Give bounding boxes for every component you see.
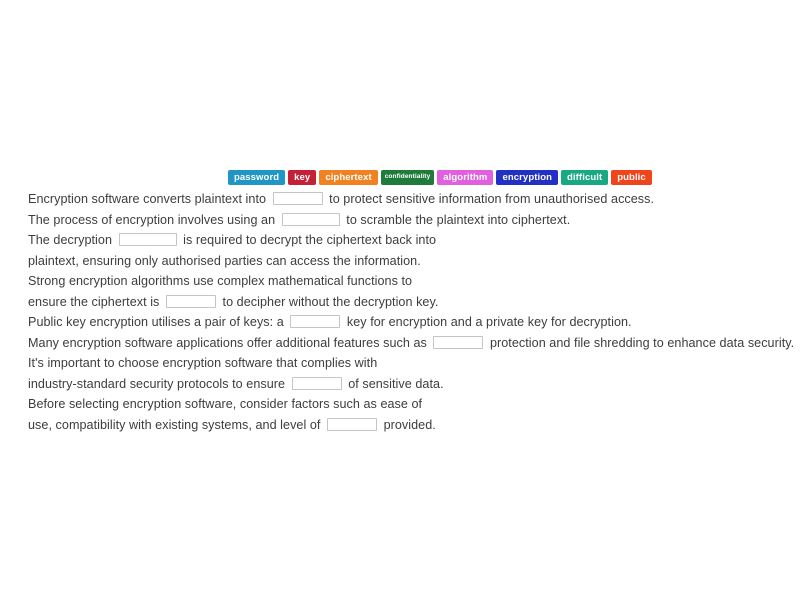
cloze-line-7: [28, 312, 776, 333]
answer-blank-line-7-1[interactable]: [290, 315, 340, 328]
cloze-passage: [28, 189, 795, 435]
cloze-text: The process of encryption involves using an: [28, 212, 279, 227]
cloze-text: provided.: [380, 417, 436, 432]
word-chip-difficult[interactable]: difficult: [561, 170, 608, 185]
word-chip-password[interactable]: password: [228, 170, 285, 185]
word-chip-ciphertext[interactable]: ciphertext: [319, 170, 377, 185]
cloze-line-8: [28, 333, 795, 354]
cloze-text: Many encryption software applications offer additional features such as: [28, 335, 431, 350]
word-chip-key[interactable]: key: [288, 170, 316, 185]
cloze-text: The decryption: [28, 233, 116, 247]
cloze-text: to scramble the plaintext into ciphertext.: [342, 212, 571, 227]
cloze-text: It's important to choose encryption software that complies with: [28, 356, 378, 370]
cloze-line-10: [28, 374, 776, 395]
cloze-line-11: [28, 394, 776, 415]
cloze-line-2: [28, 210, 776, 231]
cloze-text: protection and file shredding to enhance data security.: [486, 335, 795, 350]
cloze-text: Public key encryption utilises a pair of keys: a: [28, 315, 288, 329]
cloze-text: industry-standard security protocols to ensure: [28, 376, 289, 391]
cloze-line-5: [28, 271, 776, 292]
cloze-line-12: [28, 415, 776, 436]
cloze-line-9: [28, 353, 776, 374]
cloze-text: of sensitive data.: [344, 376, 444, 391]
answer-blank-line-6-1[interactable]: [166, 295, 216, 308]
answer-blank-line-12-1[interactable]: [327, 418, 377, 431]
cloze-line-6: [28, 292, 776, 313]
word-bank: [228, 170, 652, 185]
answer-blank-line-10-1[interactable]: [292, 377, 342, 390]
cloze-text: Encryption software converts plaintext into: [28, 192, 270, 206]
answer-blank-line-3-1[interactable]: [119, 233, 177, 246]
cloze-text: is required to decrypt the ciphertext back into: [179, 233, 437, 247]
cloze-line-1: [28, 189, 776, 210]
word-chip-encryption[interactable]: encryption: [496, 170, 558, 185]
cloze-text: key for encryption and a private key for decryption.: [343, 315, 632, 329]
answer-blank-line-8-1[interactable]: [433, 336, 483, 349]
cloze-text: Strong encryption algorithms use complex mathematical functions to: [28, 274, 413, 288]
answer-blank-line-1-1[interactable]: [273, 192, 323, 205]
word-chip-confidentiality[interactable]: confidentiality: [381, 170, 435, 185]
cloze-line-3: [28, 230, 776, 251]
cloze-text: use, compatibility with existing systems, and level of: [28, 417, 325, 432]
cloze-text: to protect sensitive information from unauthorised access.: [325, 192, 655, 206]
word-chip-public[interactable]: public: [611, 170, 652, 185]
cloze-text: plaintext, ensuring only authorised parties can access the information.: [28, 253, 421, 268]
cloze-line-4: [28, 251, 776, 272]
cloze-text: ensure the ciphertext is: [28, 294, 163, 309]
cloze-text: Before selecting encryption software, consider factors such as ease of: [28, 397, 423, 411]
answer-blank-line-2-1[interactable]: [282, 213, 340, 226]
word-chip-algorithm[interactable]: algorithm: [437, 170, 493, 185]
cloze-text: to decipher without the decryption key.: [218, 294, 439, 309]
